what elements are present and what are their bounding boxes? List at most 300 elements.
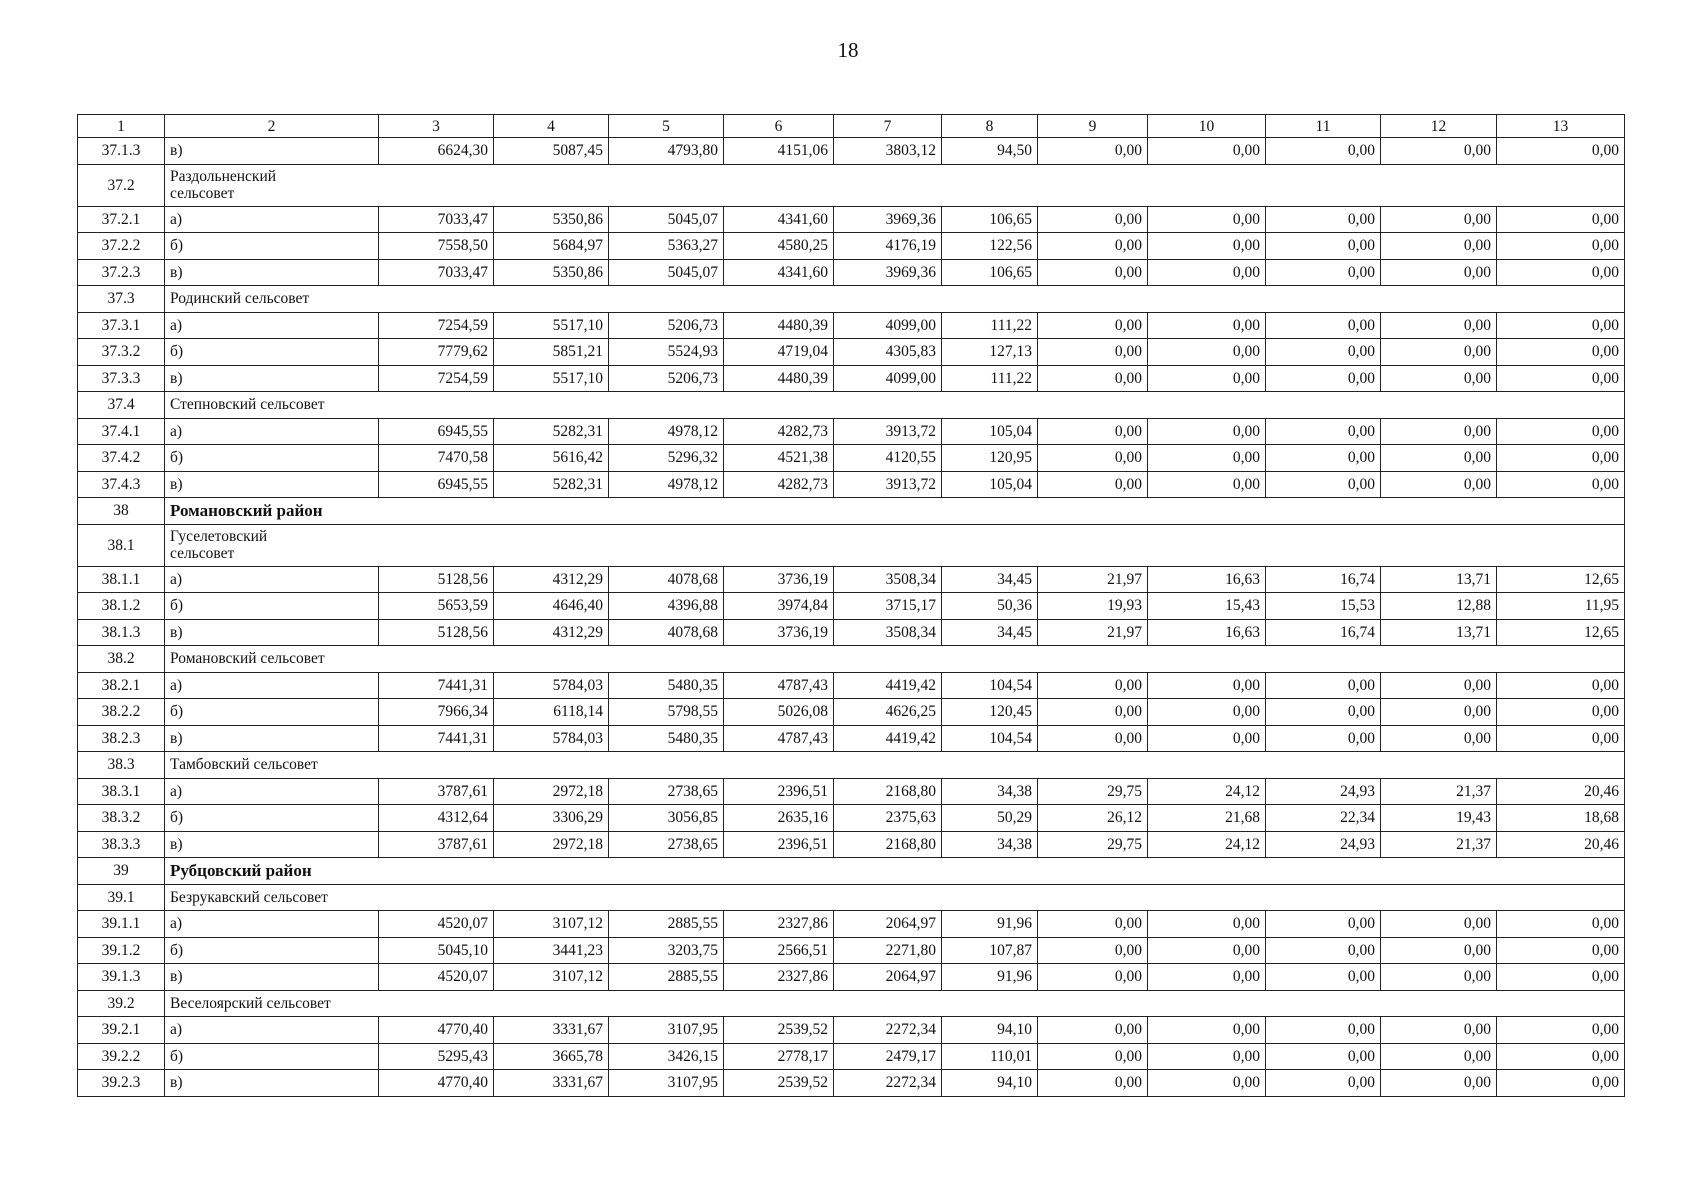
value-cell: 0,00: [1381, 725, 1497, 752]
row-code: 39.2: [78, 990, 165, 1017]
value-cell: 0,00: [1381, 138, 1497, 165]
value-cell: 2064,97: [834, 911, 942, 938]
row-code: 38.2.1: [78, 672, 165, 699]
value-cell: 127,13: [942, 339, 1038, 366]
value-cell: 0,00: [1497, 911, 1625, 938]
value-cell: 16,63: [1148, 566, 1266, 593]
value-cell: 0,00: [1038, 1070, 1148, 1097]
value-cell: 4151,06: [724, 138, 834, 165]
value-cell: 3331,67: [494, 1070, 609, 1097]
value-cell: 0,00: [1148, 445, 1266, 472]
row-code: 38: [78, 498, 165, 525]
value-cell: 0,00: [1497, 312, 1625, 339]
value-cell: 34,38: [942, 778, 1038, 805]
value-cell: 4120,55: [834, 445, 942, 472]
value-cell: 3056,85: [609, 805, 724, 832]
value-cell: 2168,80: [834, 778, 942, 805]
value-cell: 0,00: [1038, 725, 1148, 752]
value-cell: 16,74: [1266, 566, 1381, 593]
variant-label: а): [165, 672, 379, 699]
value-cell: 0,00: [1038, 206, 1148, 233]
row-code: 39: [78, 858, 165, 885]
value-cell: 3787,61: [379, 831, 494, 858]
page-number: 18: [837, 38, 859, 62]
variant-label: б): [165, 699, 379, 726]
value-cell: 0,00: [1381, 445, 1497, 472]
value-cell: 2272,34: [834, 1017, 942, 1044]
value-cell: 0,00: [1266, 206, 1381, 233]
value-cell: 0,00: [1038, 233, 1148, 260]
council-row: [78, 164, 1625, 206]
value-cell: 7254,59: [379, 312, 494, 339]
column-header: 2: [165, 115, 379, 138]
row-code: 37.3.3: [78, 365, 165, 392]
value-cell: 16,63: [1148, 619, 1266, 646]
value-cell: 5087,45: [494, 138, 609, 165]
value-cell: 0,00: [1038, 937, 1148, 964]
table-row: [78, 619, 1625, 646]
variant-label: а): [165, 418, 379, 445]
column-header: 7: [834, 115, 942, 138]
value-cell: 5517,10: [494, 365, 609, 392]
value-cell: 0,00: [1497, 964, 1625, 991]
value-cell: 0,00: [1381, 206, 1497, 233]
row-code: 38.3.2: [78, 805, 165, 832]
value-cell: 0,00: [1148, 365, 1266, 392]
value-cell: 6945,55: [379, 418, 494, 445]
value-cell: 3107,95: [609, 1017, 724, 1044]
value-cell: 0,00: [1266, 445, 1381, 472]
row-code: 37.2: [78, 164, 165, 206]
value-cell: 0,00: [1148, 233, 1266, 260]
value-cell: 5206,73: [609, 312, 724, 339]
value-cell: 3736,19: [724, 619, 834, 646]
table-row: [78, 1017, 1625, 1044]
value-cell: 0,00: [1266, 259, 1381, 286]
row-code: 37.4.2: [78, 445, 165, 472]
value-cell: 0,00: [1266, 725, 1381, 752]
district-row: [78, 498, 1625, 525]
value-cell: 4520,07: [379, 911, 494, 938]
value-cell: 0,00: [1148, 138, 1266, 165]
column-header: 1: [78, 115, 165, 138]
value-cell: 5653,59: [379, 593, 494, 620]
value-cell: 21,97: [1038, 566, 1148, 593]
value-cell: 0,00: [1038, 418, 1148, 445]
value-cell: 0,00: [1038, 1017, 1148, 1044]
council-row: [78, 392, 1625, 419]
value-cell: 0,00: [1497, 699, 1625, 726]
value-cell: 24,93: [1266, 831, 1381, 858]
value-cell: 0,00: [1038, 365, 1148, 392]
variant-label: б): [165, 805, 379, 832]
value-cell: 2396,51: [724, 831, 834, 858]
variant-label: б): [165, 937, 379, 964]
variant-label: в): [165, 259, 379, 286]
value-cell: 7779,62: [379, 339, 494, 366]
value-cell: 0,00: [1038, 339, 1148, 366]
row-code: 37.4.3: [78, 471, 165, 498]
value-cell: 0,00: [1266, 471, 1381, 498]
row-code: 38.1.2: [78, 593, 165, 620]
value-cell: 3441,23: [494, 937, 609, 964]
district-name: Романовский район: [165, 498, 1625, 525]
value-cell: 2539,52: [724, 1070, 834, 1097]
value-cell: 0,00: [1381, 418, 1497, 445]
value-cell: 3665,78: [494, 1043, 609, 1070]
row-code: 39.1.3: [78, 964, 165, 991]
value-cell: 5206,73: [609, 365, 724, 392]
value-cell: 5798,55: [609, 699, 724, 726]
value-cell: 5480,35: [609, 672, 724, 699]
table-row: [78, 233, 1625, 260]
value-cell: 0,00: [1266, 1043, 1381, 1070]
value-cell: 5045,07: [609, 259, 724, 286]
row-code: 38.1.3: [78, 619, 165, 646]
value-cell: 0,00: [1497, 1043, 1625, 1070]
column-header: 10: [1148, 115, 1266, 138]
value-cell: 21,97: [1038, 619, 1148, 646]
value-cell: 3306,29: [494, 805, 609, 832]
value-cell: 5296,32: [609, 445, 724, 472]
variant-label: б): [165, 233, 379, 260]
value-cell: 106,65: [942, 259, 1038, 286]
value-cell: 5616,42: [494, 445, 609, 472]
column-header: 5: [609, 115, 724, 138]
variant-label: в): [165, 964, 379, 991]
value-cell: 7966,34: [379, 699, 494, 726]
value-cell: 0,00: [1038, 138, 1148, 165]
value-cell: 4787,43: [724, 725, 834, 752]
council-name: Безрукавский сельсовет: [165, 884, 1625, 911]
value-cell: 3715,17: [834, 593, 942, 620]
variant-label: а): [165, 778, 379, 805]
council-name: Романовский сельсовет: [165, 646, 1625, 673]
value-cell: 0,00: [1266, 964, 1381, 991]
value-cell: 5363,27: [609, 233, 724, 260]
value-cell: 120,45: [942, 699, 1038, 726]
value-cell: 0,00: [1497, 445, 1625, 472]
table-row: [78, 778, 1625, 805]
value-cell: 4305,83: [834, 339, 942, 366]
table-row: [78, 138, 1625, 165]
value-cell: 3331,67: [494, 1017, 609, 1044]
value-cell: 2375,63: [834, 805, 942, 832]
council-row: [78, 646, 1625, 673]
value-cell: 0,00: [1381, 1017, 1497, 1044]
table-row: [78, 365, 1625, 392]
value-cell: 0,00: [1266, 1017, 1381, 1044]
row-code: 37.2.1: [78, 206, 165, 233]
value-cell: 2885,55: [609, 911, 724, 938]
value-cell: 12,88: [1381, 593, 1497, 620]
value-cell: 4580,25: [724, 233, 834, 260]
value-cell: 2539,52: [724, 1017, 834, 1044]
value-cell: 5784,03: [494, 672, 609, 699]
value-cell: 105,04: [942, 471, 1038, 498]
value-cell: 5026,08: [724, 699, 834, 726]
value-cell: 2738,65: [609, 831, 724, 858]
council-name: Гуселетовский сельсовет: [165, 524, 1625, 566]
value-cell: 0,00: [1497, 259, 1625, 286]
value-cell: 2738,65: [609, 778, 724, 805]
value-cell: 0,00: [1381, 699, 1497, 726]
value-cell: 5128,56: [379, 619, 494, 646]
value-cell: 13,71: [1381, 619, 1497, 646]
value-cell: 0,00: [1266, 937, 1381, 964]
value-cell: 110,01: [942, 1043, 1038, 1070]
value-cell: 0,00: [1038, 312, 1148, 339]
value-cell: 2972,18: [494, 831, 609, 858]
value-cell: 0,00: [1497, 672, 1625, 699]
value-cell: 0,00: [1148, 312, 1266, 339]
value-cell: 5282,31: [494, 471, 609, 498]
value-cell: 5480,35: [609, 725, 724, 752]
row-code: 38.3: [78, 752, 165, 779]
council-row: [78, 752, 1625, 779]
value-cell: 24,12: [1148, 778, 1266, 805]
variant-label: в): [165, 1070, 379, 1097]
variant-label: а): [165, 206, 379, 233]
value-cell: 0,00: [1148, 1043, 1266, 1070]
column-header: 12: [1381, 115, 1497, 138]
value-cell: 0,00: [1381, 365, 1497, 392]
table-row: [78, 566, 1625, 593]
value-cell: 4770,40: [379, 1017, 494, 1044]
value-cell: 0,00: [1038, 672, 1148, 699]
value-cell: 3508,34: [834, 566, 942, 593]
value-cell: 0,00: [1381, 339, 1497, 366]
value-cell: 4520,07: [379, 964, 494, 991]
value-cell: 4282,73: [724, 418, 834, 445]
column-header: 8: [942, 115, 1038, 138]
value-cell: 0,00: [1038, 445, 1148, 472]
value-cell: 105,04: [942, 418, 1038, 445]
value-cell: 4341,60: [724, 259, 834, 286]
value-cell: 0,00: [1148, 1070, 1266, 1097]
value-cell: 4419,42: [834, 725, 942, 752]
value-cell: 3736,19: [724, 566, 834, 593]
value-cell: 0,00: [1381, 1070, 1497, 1097]
row-code: 37.3.1: [78, 312, 165, 339]
row-code: 38.1: [78, 524, 165, 566]
value-cell: 0,00: [1148, 699, 1266, 726]
value-cell: 0,00: [1148, 937, 1266, 964]
row-code: 39.2.1: [78, 1017, 165, 1044]
value-cell: 0,00: [1497, 339, 1625, 366]
value-cell: 5045,07: [609, 206, 724, 233]
value-cell: 0,00: [1381, 233, 1497, 260]
value-cell: 3787,61: [379, 778, 494, 805]
row-code: 38.3.1: [78, 778, 165, 805]
value-cell: 0,00: [1148, 471, 1266, 498]
value-cell: 0,00: [1497, 725, 1625, 752]
value-cell: 107,87: [942, 937, 1038, 964]
council-name: Веселоярский сельсовет: [165, 990, 1625, 1017]
value-cell: 0,00: [1497, 233, 1625, 260]
column-header: 13: [1497, 115, 1625, 138]
value-cell: 22,34: [1266, 805, 1381, 832]
value-cell: 0,00: [1266, 365, 1381, 392]
value-cell: 4646,40: [494, 593, 609, 620]
column-header: 4: [494, 115, 609, 138]
district-row: [78, 858, 1625, 885]
value-cell: 4787,43: [724, 672, 834, 699]
value-cell: 0,00: [1148, 1017, 1266, 1044]
row-code: 37.2.2: [78, 233, 165, 260]
column-number-row: [78, 115, 1625, 138]
value-cell: 0,00: [1381, 911, 1497, 938]
value-cell: 122,56: [942, 233, 1038, 260]
value-cell: 0,00: [1148, 206, 1266, 233]
council-row: [78, 990, 1625, 1017]
value-cell: 3803,12: [834, 138, 942, 165]
value-cell: 3969,36: [834, 259, 942, 286]
value-cell: 4078,68: [609, 566, 724, 593]
value-cell: 3203,75: [609, 937, 724, 964]
value-cell: 5784,03: [494, 725, 609, 752]
value-cell: 3107,12: [494, 964, 609, 991]
value-cell: 5128,56: [379, 566, 494, 593]
column-header: 11: [1266, 115, 1381, 138]
value-cell: 3508,34: [834, 619, 942, 646]
value-cell: 94,50: [942, 138, 1038, 165]
table-row: [78, 339, 1625, 366]
value-cell: 3974,84: [724, 593, 834, 620]
value-cell: 2972,18: [494, 778, 609, 805]
council-row: [78, 286, 1625, 313]
value-cell: 5295,43: [379, 1043, 494, 1070]
row-code: 37.1.3: [78, 138, 165, 165]
table-row: [78, 672, 1625, 699]
value-cell: 4480,39: [724, 365, 834, 392]
column-header: 6: [724, 115, 834, 138]
value-cell: 24,12: [1148, 831, 1266, 858]
table-row: [78, 805, 1625, 832]
value-cell: 19,93: [1038, 593, 1148, 620]
table-row: [78, 445, 1625, 472]
value-cell: 4770,40: [379, 1070, 494, 1097]
row-code: 39.1: [78, 884, 165, 911]
value-cell: 29,75: [1038, 831, 1148, 858]
value-cell: 0,00: [1381, 259, 1497, 286]
value-cell: 4793,80: [609, 138, 724, 165]
district-name: Рубцовский район: [165, 858, 1625, 885]
row-code: 39.1.1: [78, 911, 165, 938]
value-cell: 20,46: [1497, 778, 1625, 805]
value-cell: 0,00: [1266, 911, 1381, 938]
value-cell: 0,00: [1381, 937, 1497, 964]
value-cell: 7441,31: [379, 672, 494, 699]
table-row: [78, 937, 1625, 964]
table-row: [78, 699, 1625, 726]
value-cell: 5524,93: [609, 339, 724, 366]
value-cell: 4078,68: [609, 619, 724, 646]
value-cell: 7254,59: [379, 365, 494, 392]
value-cell: 4521,38: [724, 445, 834, 472]
variant-label: а): [165, 911, 379, 938]
value-cell: 2635,16: [724, 805, 834, 832]
table-row: [78, 964, 1625, 991]
variant-label: а): [165, 566, 379, 593]
variant-label: в): [165, 471, 379, 498]
value-cell: 4099,00: [834, 312, 942, 339]
value-cell: 2168,80: [834, 831, 942, 858]
value-cell: 0,00: [1148, 964, 1266, 991]
value-cell: 0,00: [1381, 312, 1497, 339]
value-cell: 21,68: [1148, 805, 1266, 832]
value-cell: 0,00: [1266, 312, 1381, 339]
value-cell: 4419,42: [834, 672, 942, 699]
value-cell: 0,00: [1148, 418, 1266, 445]
value-cell: 12,65: [1497, 566, 1625, 593]
variant-label: в): [165, 138, 379, 165]
value-cell: 7441,31: [379, 725, 494, 752]
value-cell: 21,37: [1381, 778, 1497, 805]
value-cell: 0,00: [1266, 233, 1381, 260]
row-code: 38.2.3: [78, 725, 165, 752]
value-cell: 3913,72: [834, 418, 942, 445]
value-cell: 0,00: [1497, 1017, 1625, 1044]
table-row: [78, 725, 1625, 752]
value-cell: 0,00: [1038, 259, 1148, 286]
value-cell: 3426,15: [609, 1043, 724, 1070]
variant-label: в): [165, 619, 379, 646]
table-row: [78, 312, 1625, 339]
value-cell: 4978,12: [609, 471, 724, 498]
row-code: 38.1.1: [78, 566, 165, 593]
value-cell: 0,00: [1497, 471, 1625, 498]
value-cell: 94,10: [942, 1070, 1038, 1097]
value-cell: 0,00: [1497, 937, 1625, 964]
row-code: 39.1.2: [78, 937, 165, 964]
value-cell: 94,10: [942, 1017, 1038, 1044]
variant-label: б): [165, 593, 379, 620]
value-cell: 7470,58: [379, 445, 494, 472]
value-cell: 4099,00: [834, 365, 942, 392]
value-cell: 0,00: [1497, 138, 1625, 165]
value-cell: 0,00: [1148, 339, 1266, 366]
value-cell: 120,95: [942, 445, 1038, 472]
value-cell: 11,95: [1497, 593, 1625, 620]
value-cell: 50,29: [942, 805, 1038, 832]
council-row: [78, 524, 1625, 566]
council-name: Тамбовский сельсовет: [165, 752, 1625, 779]
row-code: 37.4.1: [78, 418, 165, 445]
value-cell: 2327,86: [724, 964, 834, 991]
value-cell: 4282,73: [724, 471, 834, 498]
column-header: 9: [1038, 115, 1148, 138]
value-cell: 13,71: [1381, 566, 1497, 593]
value-cell: 0,00: [1266, 672, 1381, 699]
variant-label: в): [165, 725, 379, 752]
value-cell: 5045,10: [379, 937, 494, 964]
row-code: 38.2: [78, 646, 165, 673]
value-cell: 18,68: [1497, 805, 1625, 832]
value-cell: 0,00: [1148, 672, 1266, 699]
value-cell: 2479,17: [834, 1043, 942, 1070]
row-code: 37.4: [78, 392, 165, 419]
row-code: 37.3.2: [78, 339, 165, 366]
value-cell: 2566,51: [724, 937, 834, 964]
council-row: [78, 884, 1625, 911]
value-cell: 5851,21: [494, 339, 609, 366]
value-cell: 4312,64: [379, 805, 494, 832]
value-cell: 34,45: [942, 619, 1038, 646]
value-cell: 2064,97: [834, 964, 942, 991]
variant-label: а): [165, 1017, 379, 1044]
value-cell: 0,00: [1497, 418, 1625, 445]
